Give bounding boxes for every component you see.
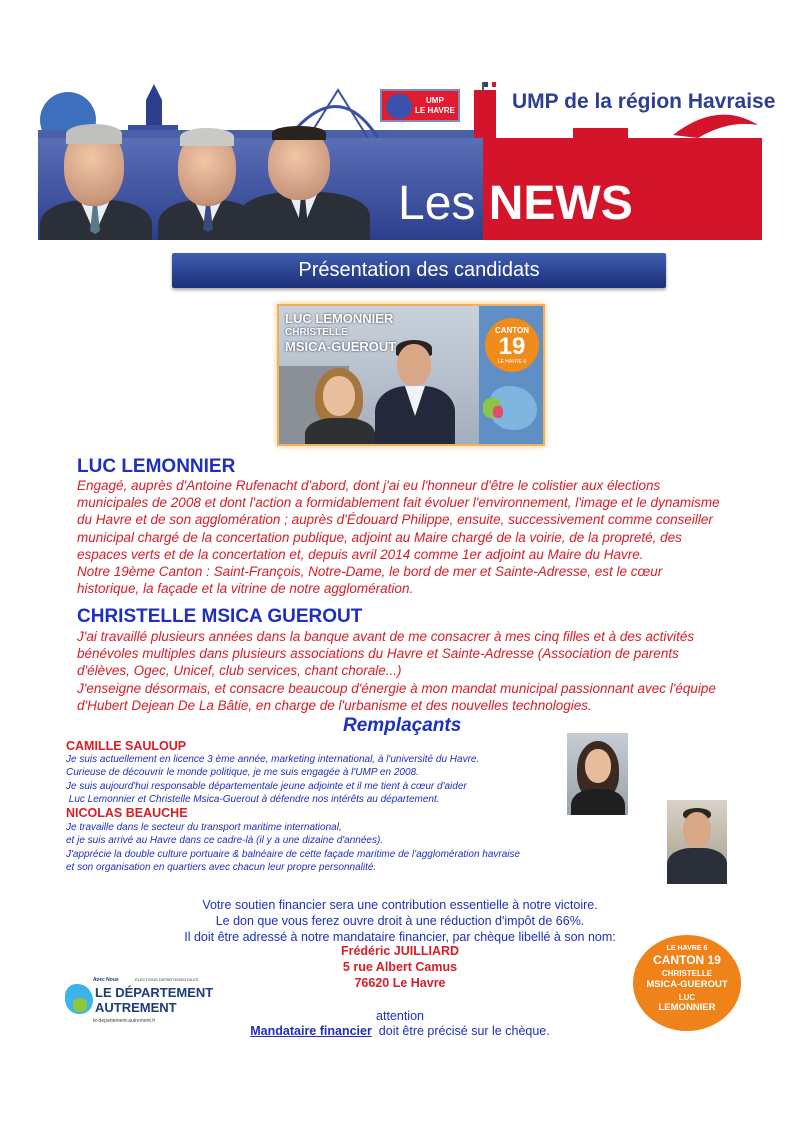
bio-line: Notre 19ème Canton : Saint-François, Notre-Dame, le bord de mer et Sainte-Adresse, est le cœur [77, 564, 663, 580]
bio-line: municipales de 2008 et dont l'action a formidablement fait évoluer l'environnement, l'image et le dynamisme [77, 495, 720, 511]
logo-top-right: ÉLECTIONS DÉPARTEMENTALES [135, 977, 199, 982]
mandataire-financier-link[interactable]: Mandataire financier [250, 1024, 372, 1038]
section-title-bar [172, 253, 666, 288]
bio-line: du Havre et de son agglomération ; auprès d'Édouard Philippe, ensuite, successivement comme conseiller [77, 512, 713, 528]
remplacants-title: Remplaçants [343, 715, 462, 736]
ump-le-havre-logo [380, 89, 460, 122]
poster-name-1: LUC LEMONNIER [285, 311, 394, 326]
badge-line-4: MSICA-GUEROUT [646, 979, 728, 990]
logo-small-top: Avec Nous [93, 977, 119, 983]
logo-line-1: LE DÉPARTEMENT [95, 985, 214, 1000]
bio-line: d'élèves, Ogec, Unicef, club services, chant chorale...) [77, 663, 402, 679]
bio-line: espaces verts et de la concertation et, depuis avril 2014 comme 1er adjoint au Maire du Havre. [77, 546, 644, 562]
newsletter-title-les: Les [398, 177, 489, 230]
candidate-name-christelle: CHRISTELLE MSICA GUEROUT [77, 606, 363, 627]
newsletter-title [398, 176, 633, 231]
bio-line: Luc Lemonnier et Christelle Msica-Guerout à défendre nos intérêts au département. [66, 794, 440, 806]
donation-line-3: Il doit être adressé à notre mandataire financier, par chèque libellé à son nom: [184, 930, 616, 944]
canton-number: 19 [498, 333, 526, 360]
mandataire-street: 5 rue Albert Camus [342, 960, 458, 974]
logo-line-2: AUTREMENT [95, 1000, 177, 1015]
camille-photo [567, 733, 628, 815]
badge-line-2: CANTON 19 [653, 953, 721, 967]
bio-line: Engagé, auprès d'Antoine Rufenacht d'abord, dont j'ai eu l'honneur d'être le colistier aux élections [77, 478, 661, 493]
candidate-bio-christelle [77, 628, 716, 714]
logo-text-le-havre: LE HAVRE [415, 106, 455, 115]
nicolas-photo [667, 800, 727, 884]
departement-autrement-logo [65, 974, 214, 1032]
canton-city: LE HAVRE 6 [497, 359, 527, 365]
logo-url: le-departement-autrement.fr [93, 1018, 156, 1024]
bio-line: Je travaille dans le secteur du transport maritime international, [66, 822, 342, 833]
canton-label: CANTON [494, 326, 530, 335]
bio-line: J'ai travaillé plusieurs années dans la banque avant de me consacrer à mes cinq filles et à des activités [77, 629, 695, 644]
canton-badge [485, 318, 539, 372]
bio-line: J'enseigne désormais, et consacre beaucoup d'énergie à mon mandat municipal passionnant avec l'équipe [77, 680, 716, 696]
donation-line-2: Le don que vous ferez ouvre droit à une réduction d'impôt de 66%. [215, 914, 585, 928]
candidates-poster [277, 304, 545, 446]
bio-line: Curieuse de découvrir le monde politique, je me suis engagée à l'UMP en 2008. [66, 767, 419, 779]
bio-line: Je suis aujourd'hui responsable départementale jeune adjointe et il me tient à cœur d'aider [66, 780, 467, 792]
bio-line: Je suis actuellement en licence 3 ème année, marketing international, à l'université du Havre. [66, 754, 480, 765]
mandataire-name: Frédéric JUILLIARD [340, 944, 460, 958]
badge-line-1: LE HAVRE 6 [666, 945, 708, 952]
tree-icon [386, 94, 412, 119]
badge-line-3: CHRISTELLE [661, 969, 713, 978]
remplacant-bio-nicolas [66, 821, 520, 875]
donation-line-1: Votre soutien financier sera une contribution essentielle à notre victoire. [202, 898, 598, 912]
remplacant-bio-camille [66, 753, 479, 807]
bio-line: et son organisation en quartiers avec chacun leur propre personnalité. [66, 862, 377, 874]
bio-line: municipal chargé de la concertation publique, adjoint au Maire chargé de la voirie, de la propreté, des [77, 529, 682, 545]
bio-line: bénévoles multiples dans plusieurs associations du Havre et Sainte-Adresse (Association de parents [77, 646, 679, 662]
bio-line: historique, la façade et la vitrine de notre agglomération. [77, 581, 414, 597]
mandataire-city: 76620 Le Havre [354, 976, 446, 990]
attention-label: attention [376, 1009, 424, 1023]
candidate-bio-luc [77, 477, 720, 597]
candidate-name-luc: LUC LEMONNIER [77, 456, 236, 477]
poster-name-2: CHRISTELLE [285, 327, 348, 338]
remplacant-name-camille: CAMILLE SAULOUP [66, 739, 187, 753]
poster-name-3: MSICA-GUEROUT [285, 339, 397, 354]
mandataire-note-text: doit être précisé sur le chèque. [371, 1024, 550, 1038]
newsletter-title-news: NEWS [488, 177, 633, 230]
bio-line: et je suis arrivé au Havre dans ce cadre-là (il y a une dizaine d'années). [66, 835, 384, 847]
badge-line-5: LUC [678, 993, 696, 1002]
badge-line-6: LEMONNIER [658, 1002, 716, 1013]
bio-line: J'apprécie la double culture portuaire & balnéaire de cette façade maritime de l'agglomération havraise [66, 848, 521, 860]
canton-19-badge [633, 935, 741, 1031]
remplacant-name-nicolas: NICOLAS BEAUCHE [66, 806, 188, 820]
bio-line: d'Hubert Dejean De La Bâtie, en charge de l'urbanisme et des nouvelles technologies. [77, 697, 592, 713]
section-title: Présentation des candidats [298, 259, 540, 281]
logo-text-ump: UMP [426, 96, 444, 105]
region-title: UMP de la région Havraise [512, 90, 776, 113]
